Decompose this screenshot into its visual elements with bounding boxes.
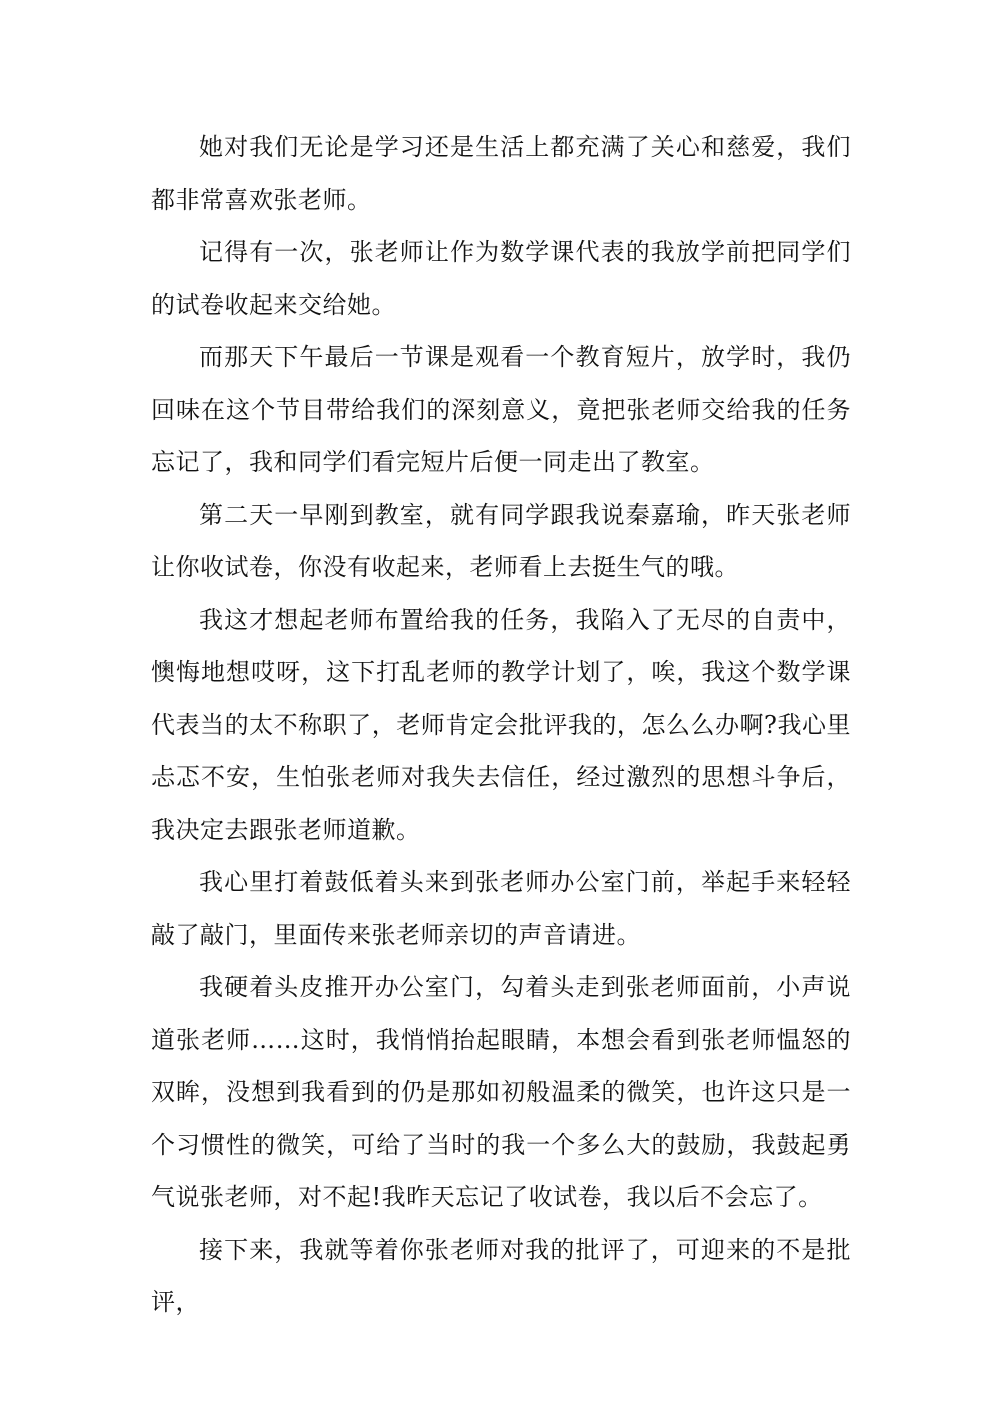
paragraph-6: 我心里打着鼓低着头来到张老师办公室门前，举起手来轻轻敲了敲门，里面传来张老师亲切的声音请进。	[151, 868, 851, 949]
paragraph-5: 我这才想起老师布置给我的任务，我陷入了无尽的自责中，懊悔地想哎呀，这下打乱老师的教学计划了，唉，我这个数学课代表当的太不称职了，老师肯定会批评我的，怎么么办啊?我心里忐忑不安，生怕张老师对我失去信任，经过激烈的思想斗争后，我决定去跟张老师道歉。	[151, 605, 851, 844]
paragraph-2: 记得有一次，张老师让作为数学课代表的我放学前把同学们的试卷收起来交给她。	[151, 238, 851, 319]
paragraph-7: 我硬着头皮推开办公室门，勾着头走到张老师面前，小声说道张老师……这时，我悄悄抬起眼睛，本想会看到张老师愠怒的双眸，没想到我看到的仍是那如初般温柔的微笑，也许这只是一个习惯性的微笑，可给了当时的我一个多么大的鼓励，我鼓起勇气说张老师，对不起!我昨天忘记了收试卷，我以后不会忘了。	[151, 973, 851, 1211]
paragraph-1: 她对我们无论是学习还是生活上都充满了关心和慈爱，我们都非常喜欢张老师。	[151, 133, 851, 214]
paragraph-3: 而那天下午最后一节课是观看一个教育短片，放学时，我仍回味在这个节目带给我们的深刻意义，竟把张老师交给我的任务忘记了，我和同学们看完短片后便一同走出了教室。	[151, 343, 851, 476]
paragraph-8: 接下来，我就等着你张老师对我的批评了，可迎来的不是批评，	[151, 1235, 851, 1316]
paragraph-4: 第二天一早刚到教室，就有同学跟我说秦嘉瑜，昨天张老师让你收试卷，你没有收起来，老师看上去挺生气的哦。	[151, 500, 851, 581]
document-body	[151, 121, 851, 1329]
